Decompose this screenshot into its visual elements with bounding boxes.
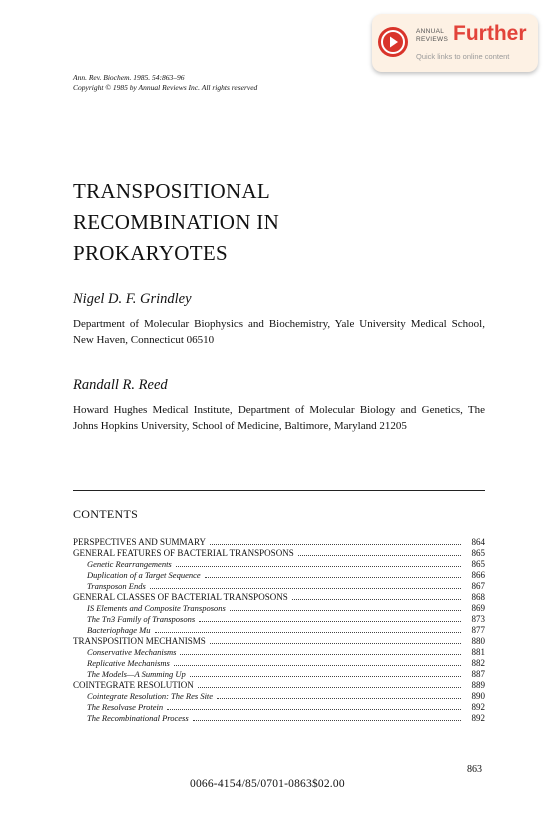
- toc-subentry[interactable]: [73, 624, 485, 635]
- toc-leader: [205, 569, 461, 578]
- toc-page: 869: [471, 603, 485, 613]
- toc-leader: [180, 646, 461, 655]
- toc-page: 890: [471, 691, 485, 701]
- toc-label: PERSPECTIVES AND SUMMARY: [73, 537, 207, 547]
- toc-label: Duplication of a Target Sequence: [87, 570, 201, 580]
- toc-label: Bacteriophage Mu: [87, 625, 151, 635]
- journal-citation: [73, 73, 257, 93]
- badge-tagline: Quick links to online content: [416, 52, 510, 61]
- author-affiliation: Department of Molecular Biophysics and Biochemistry, Yale University Medical School, New Haven, Connecticut 06510: [73, 318, 485, 346]
- toc-label: Transposon Ends: [87, 581, 146, 591]
- toc-subentry[interactable]: [73, 580, 485, 591]
- toc-label: Cointegrate Resolution: The Res Site: [87, 691, 214, 701]
- toc-subentry[interactable]: [73, 569, 485, 580]
- toc-page: 877: [471, 625, 485, 635]
- toc-entry[interactable]: [73, 536, 485, 547]
- toc-leader: [292, 591, 461, 600]
- toc-page: 865: [471, 559, 485, 569]
- toc-label: Genetic Rearrangements: [87, 559, 172, 569]
- toc-leader: [193, 712, 461, 721]
- toc-entry[interactable]: [73, 679, 485, 690]
- toc-subentry[interactable]: [73, 690, 485, 701]
- page-number: 863: [467, 764, 482, 775]
- toc-label: The Resolvase Protein: [87, 702, 164, 712]
- toc-subentry[interactable]: [73, 668, 485, 679]
- toc-leader: [217, 690, 461, 699]
- title-line: PROKARYOTES: [73, 241, 228, 265]
- badge-publisher-line2: REVIEWS: [416, 36, 449, 43]
- toc-label: IS Elements and Composite Transposons: [87, 603, 226, 613]
- contents-heading: CONTENTS: [73, 507, 139, 521]
- article-title: [73, 176, 279, 269]
- toc-label: GENERAL CLASSES OF BACTERIAL TRANSPOSONS: [73, 592, 288, 602]
- toc-subentry[interactable]: [73, 613, 485, 624]
- author-name: Randall R. Reed: [73, 377, 168, 393]
- citation-line1: Ann. Rev. Biochem. 1985. 54:863–96: [73, 73, 185, 82]
- toc-leader: [176, 558, 461, 567]
- toc-entry[interactable]: [73, 547, 485, 558]
- toc-leader: [190, 668, 461, 677]
- toc-subentry[interactable]: [73, 712, 485, 723]
- toc-leader: [155, 624, 462, 633]
- toc-page: 867: [471, 581, 485, 591]
- toc-leader: [174, 657, 461, 666]
- further-annual-reviews-badge[interactable]: [372, 14, 538, 72]
- toc-label: COINTEGRATE RESOLUTION: [73, 680, 194, 690]
- toc-subentry[interactable]: [73, 701, 485, 712]
- toc-leader: [210, 536, 461, 545]
- toc-page: 868: [471, 592, 485, 602]
- toc-page: 880: [471, 636, 485, 646]
- author-affiliation: Howard Hughes Medical Institute, Department of Molecular Biology and Genetics, The Johns Hopkins University, School of Medicine, Baltimore, Maryland 21205: [73, 404, 485, 432]
- title-line: RECOMBINATION IN: [73, 210, 280, 234]
- toc-subentry[interactable]: [73, 558, 485, 569]
- citation-line2: Copyright © 1985 by Annual Reviews Inc. All rights reserved: [73, 83, 258, 92]
- toc-page: 865: [471, 548, 485, 558]
- toc-label: Conservative Mechanisms: [87, 647, 177, 657]
- toc-label: The Tn3 Family of Transposons: [87, 614, 196, 624]
- badge-publisher: [416, 28, 454, 44]
- play-icon: [378, 27, 408, 57]
- toc-subentry[interactable]: [73, 602, 485, 613]
- toc-subentry[interactable]: [73, 657, 485, 668]
- toc-label: The Recombinational Process: [87, 713, 189, 723]
- author-name: Nigel D. F. Grindley: [73, 291, 192, 307]
- toc-entry[interactable]: [73, 635, 485, 646]
- toc-page: 881: [471, 647, 485, 657]
- toc-page: 892: [471, 702, 485, 712]
- badge-title: Further: [453, 22, 527, 45]
- toc-leader: [198, 679, 461, 688]
- toc-leader: [230, 602, 461, 611]
- toc-page: 892: [471, 713, 485, 723]
- toc-page: 887: [471, 669, 485, 679]
- toc-leader: [167, 701, 461, 710]
- price-code: 0066-4154/85/0701-0863$02.00: [190, 778, 345, 790]
- toc-page: 873: [471, 614, 485, 624]
- toc-label: TRANSPOSITION MECHANISMS: [73, 636, 206, 646]
- toc-page: 889: [471, 680, 485, 690]
- toc-leader: [199, 613, 461, 622]
- toc-label: The Models—A Summing Up: [87, 669, 186, 679]
- toc-entry[interactable]: [73, 591, 485, 602]
- toc-subentry[interactable]: [73, 646, 485, 657]
- toc-leader: [150, 580, 461, 589]
- toc-page: 864: [471, 537, 485, 547]
- toc-page: 882: [471, 658, 485, 668]
- badge-publisher-line1: ANNUAL: [416, 28, 445, 35]
- toc-label: GENERAL FEATURES OF BACTERIAL TRANSPOSONS: [73, 548, 294, 558]
- toc-leader: [298, 547, 461, 556]
- table-of-contents: [73, 536, 485, 723]
- title-line: TRANSPOSITIONAL: [73, 179, 271, 203]
- section-divider: [73, 490, 485, 491]
- toc-page: 866: [471, 570, 485, 580]
- toc-label: Replicative Mechanisms: [87, 658, 170, 668]
- toc-leader: [210, 635, 461, 644]
